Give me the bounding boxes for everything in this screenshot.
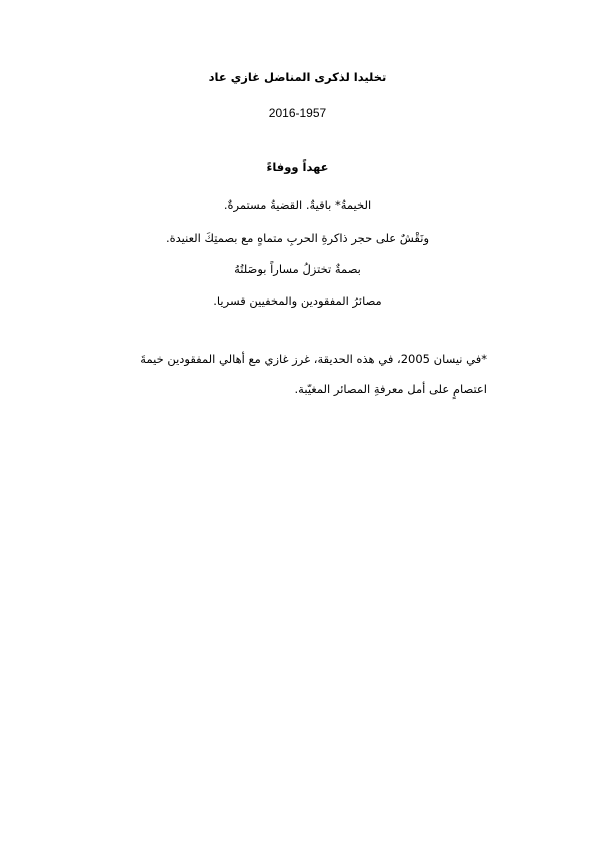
- years-range: 2016-1957: [268, 106, 327, 120]
- poem-line-2: ونَقْشٌ على حجر ذاكرةِ الحربِ متماهٍ مع بصمتِكَ العنيدة.: [165, 231, 430, 245]
- poem-line-4: مصائرُ المفقودين والمخفيين قسريا.: [213, 294, 382, 308]
- poem-line-3: بصمةٌ تختزلُ مساراً بوصَلتُهُ: [234, 262, 361, 276]
- document-title: تخليدا لذكرى المناضل غازي عاد: [208, 70, 387, 84]
- poem-heading: عهداً ووفاءً: [266, 160, 329, 174]
- footnote-line-2: اعتصامٍ على أمل معرفةِ المصائر المغيّبة.: [294, 382, 487, 396]
- footnote-line-1: *في نيسان 2005، في هذه الحديقة، غرز غازي مع أهالي المفقودين خيمةَ: [140, 352, 487, 366]
- poem-line-1: الخيمةُ* باقيةٌ. القضيةُ مستمرةٌ.: [223, 198, 372, 212]
